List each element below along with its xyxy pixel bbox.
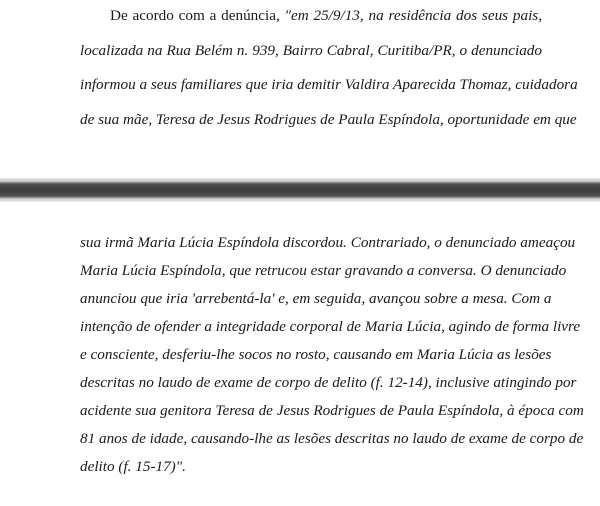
text-line: delito (f. 15-17)". xyxy=(80,458,186,475)
text-line: descritas no laudo de exame de corpo de delito (f. 12-14), inclusive atingindo por xyxy=(80,374,577,391)
page-top-excerpt xyxy=(0,0,600,178)
text-line: e consciente, desferiu-lhe socos no rosto, causando em Maria Lúcia as lesões xyxy=(80,346,552,363)
text-line: localizada na Rua Belém n. 939, Bairro Cabral, Curitiba/PR, o denunciado xyxy=(80,42,542,59)
text-line: 81 anos de idade, causando-lhe as lesões descritas no laudo de exame de corpo de xyxy=(80,430,584,447)
text-line: Maria Lúcia Espíndola, que retrucou estar gravando a conversa. O denunciado xyxy=(80,262,567,279)
page-break-divider xyxy=(0,178,600,202)
text-line: informou a seus familiares que iria demitir Valdira Aparecida Thomaz, cuidadora xyxy=(80,76,578,93)
text-line: de sua mãe, Teresa de Jesus Rodrigues de Paula Espíndola, oportunidade em que xyxy=(80,111,577,128)
text-line: anunciou que iria 'arrebentá-la' e, em seguida, avançou sobre a mesa. Com a xyxy=(80,290,552,307)
page-bottom-excerpt xyxy=(0,202,600,506)
text-line: De acordo com a denúncia, "em 25/9/13, na residência dos seus pais, xyxy=(110,7,542,24)
text-line: sua irmã Maria Lúcia Espíndola discordou. Contrariado, o denunciado ameaçou xyxy=(80,234,576,251)
text-line: acidente sua genitora Teresa de Jesus Rodrigues de Paula Espíndola, à época com xyxy=(80,402,584,419)
text-line: intenção de ofender a integridade corporal de Maria Lúcia, agindo de forma livre xyxy=(80,318,581,335)
